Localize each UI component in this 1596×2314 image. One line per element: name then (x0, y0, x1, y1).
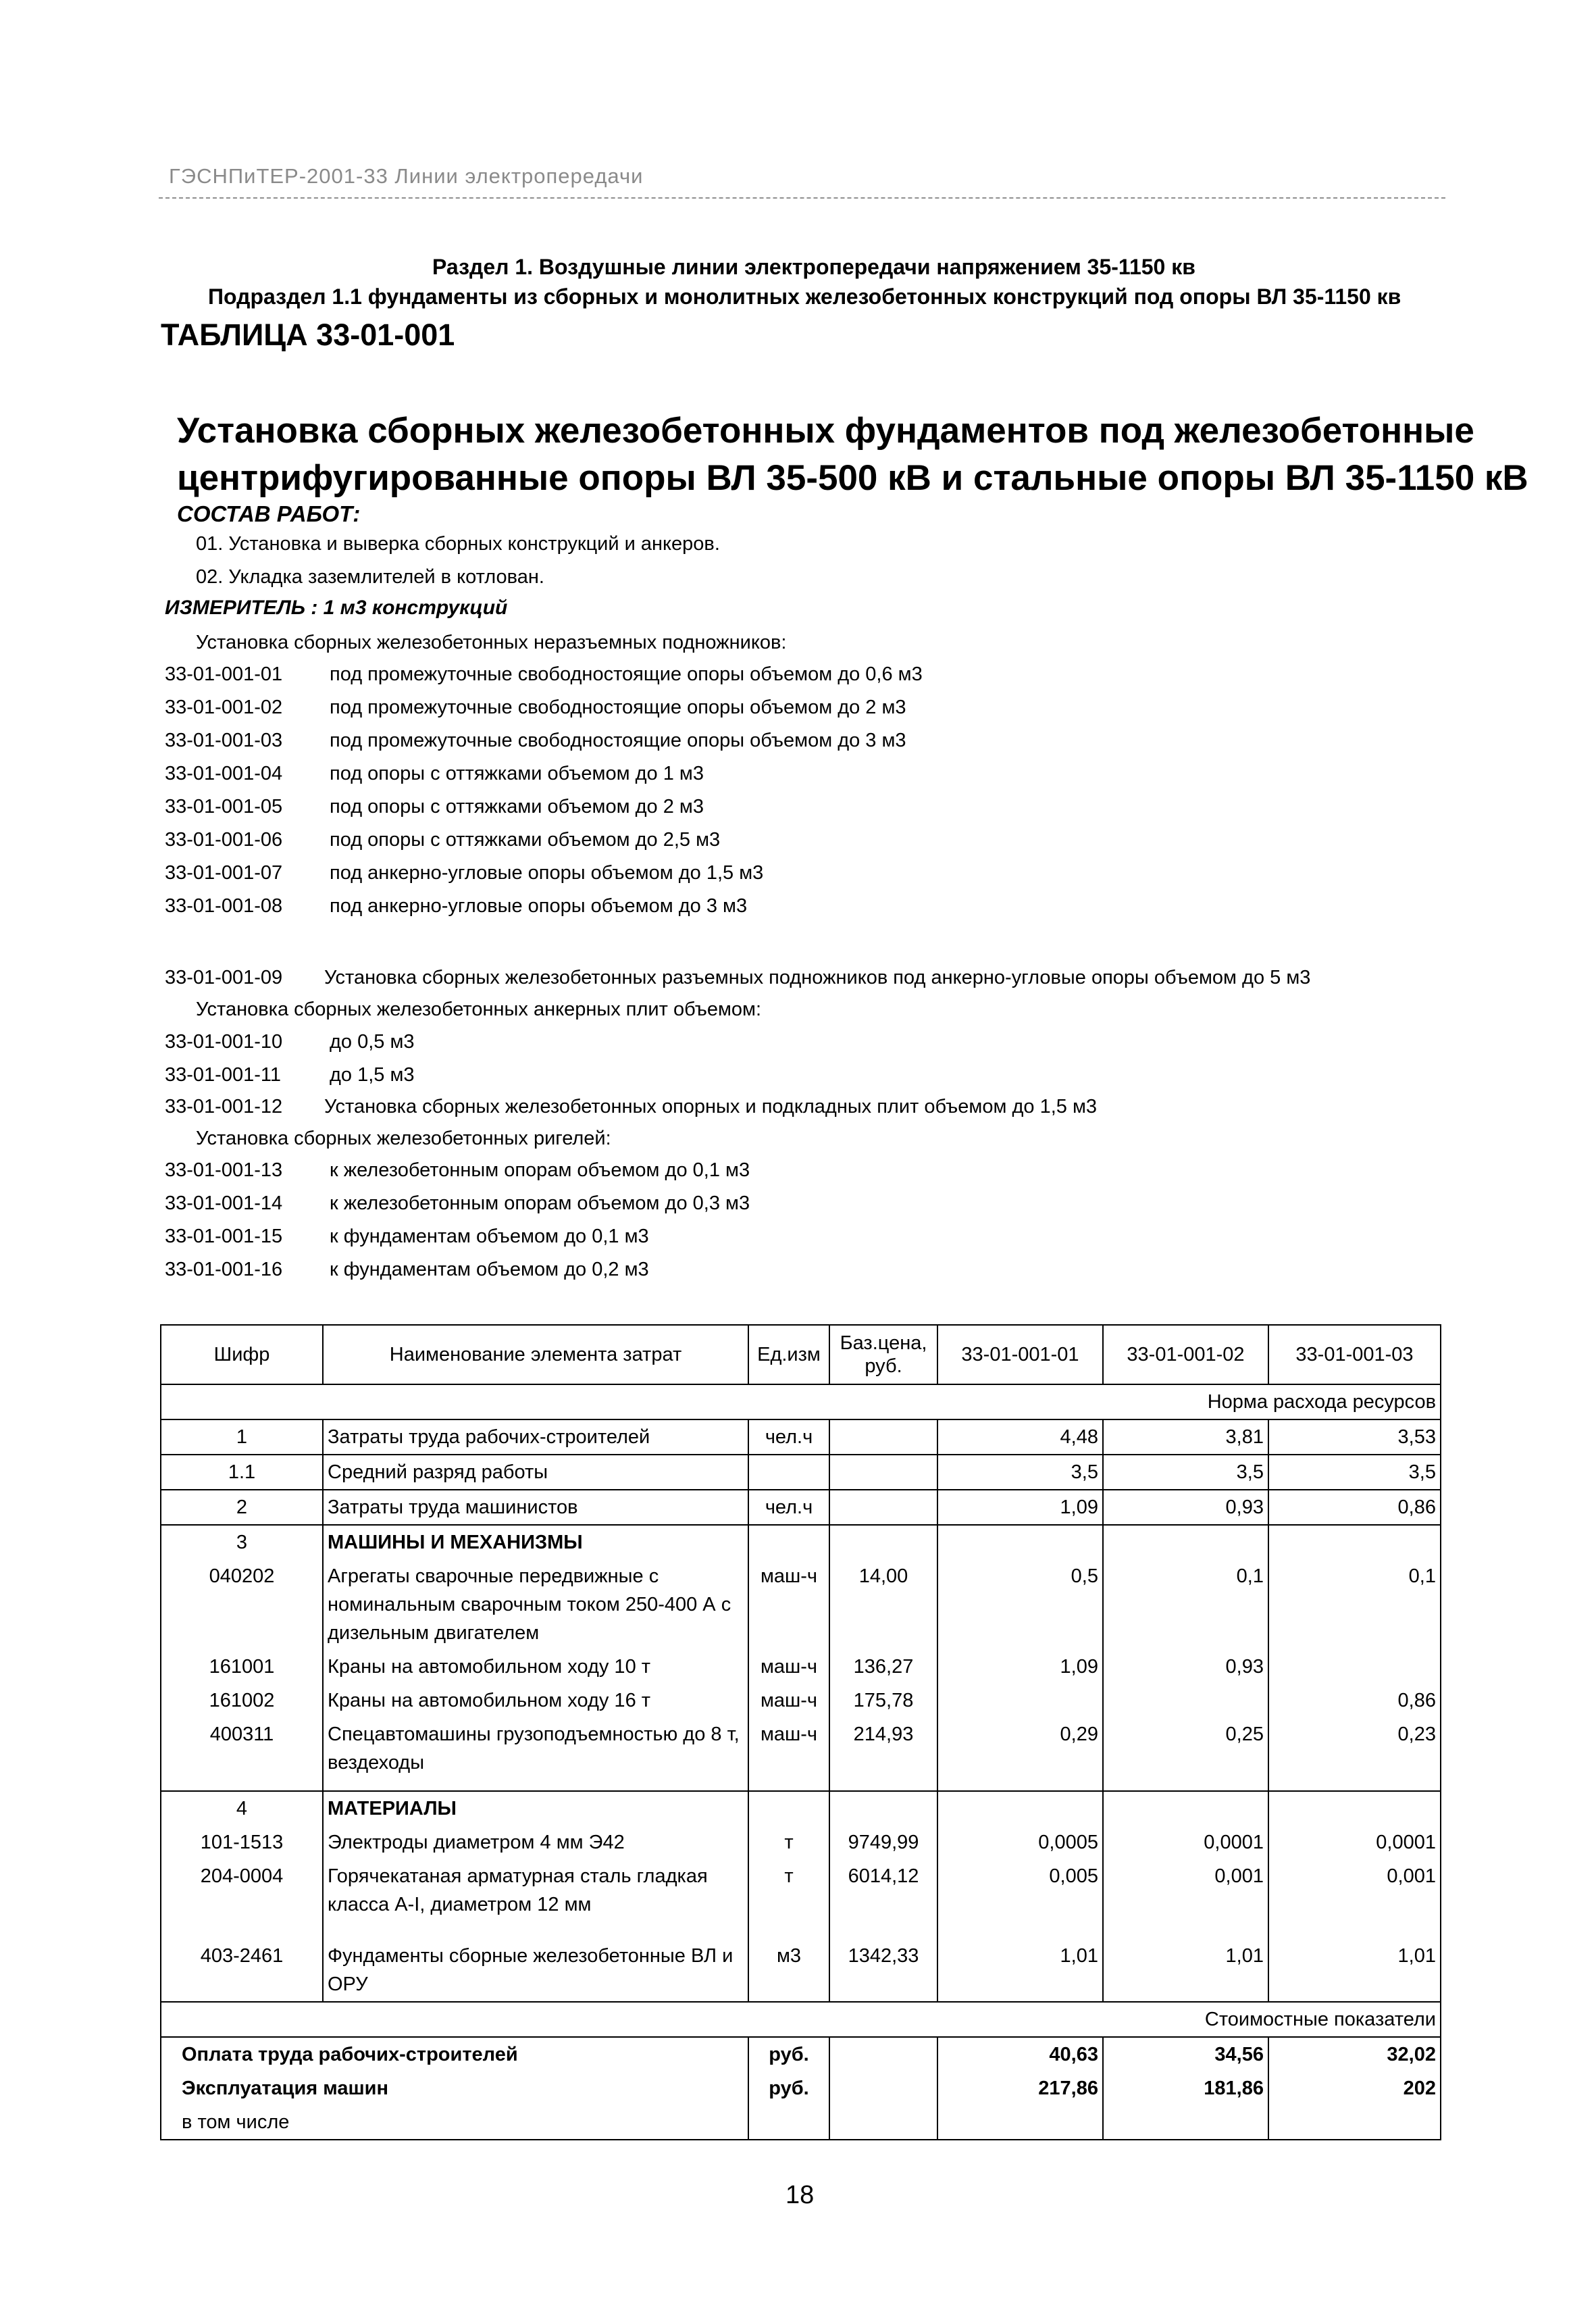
cell-v2: 0,93 (1103, 1650, 1268, 1684)
header-name: Наименование элемента затрат (323, 1325, 748, 1384)
work-item-02: 02. Укладка заземлителей в котлован. (196, 566, 544, 588)
item-text: под анкерно-угловые опоры объемом до 1,5 м3 (330, 862, 764, 884)
cell-code: 403-2461 (161, 1939, 323, 2002)
cell-v3: 1,01 (1268, 1939, 1441, 2002)
cell-code: 161002 (161, 1684, 323, 1717)
cell-v2: 1,01 (1103, 1939, 1268, 2002)
page-title-line-1: Установка сборных железобетонных фундаментов под железобетонные (177, 411, 1474, 451)
cell-price: 9749,99 (829, 1826, 937, 1859)
item-text: к железобетонным опорам объемом до 0,1 м3 (330, 1159, 750, 1181)
cost-caption-row (161, 2002, 1441, 2037)
cost-caption: Стоимостные показатели (161, 2002, 1441, 2037)
item-code: 33-01-001-13 (165, 1159, 283, 1181)
table-header-row (161, 1325, 1441, 1384)
cell-v2: 0,25 (1103, 1717, 1268, 1791)
total-unit: руб. (748, 2037, 829, 2071)
cell-code: 101-1513 (161, 1826, 323, 1859)
item-code: 33-01-001-14 (165, 1192, 283, 1214)
table-row (161, 1717, 1441, 1791)
header-code: Шифр (161, 1325, 323, 1384)
incl-v2 (1103, 2105, 1268, 2140)
running-header: ГЭСНПиТЕР-2001-33 Линии электропередачи (169, 164, 644, 188)
group-heading-2: Установка сборных железобетонных анкерных плит объемом: (196, 999, 762, 1020)
norm-caption-row (161, 1384, 1441, 1419)
cell-code: 4 (161, 1791, 323, 1826)
cell-v3: 0,23 (1268, 1717, 1441, 1791)
table-row (161, 1826, 1441, 1859)
table-row (161, 1939, 1441, 2002)
cell-name: Горячекатаная арматурная сталь гладкая класса А-I, диаметром 12 мм (323, 1859, 748, 1939)
table-row (161, 1455, 1441, 1490)
cell-code: 400311 (161, 1717, 323, 1791)
cell-v3 (1268, 1791, 1441, 1826)
cell-v1: 4,48 (937, 1419, 1103, 1455)
cell-name: Электроды диаметром 4 мм Э42 (323, 1826, 748, 1859)
cell-unit: т (748, 1826, 829, 1859)
total-v2: 181,86 (1103, 2071, 1268, 2105)
incl-v3 (1268, 2105, 1441, 2140)
cell-v3: 0,1 (1268, 1559, 1441, 1650)
table-row (161, 1859, 1441, 1939)
cell-v2 (1103, 1525, 1268, 1559)
header-divider (159, 197, 1445, 199)
cell-v1: 0,005 (937, 1859, 1103, 1939)
item-code: 33-01-001-11 (165, 1064, 281, 1086)
item-text: под промежуточные свободностоящие опоры объемом до 3 м3 (330, 730, 906, 751)
cell-name: Затраты труда рабочих-строителей (323, 1419, 748, 1455)
cell-unit (748, 1455, 829, 1490)
table-label: ТАБЛИЦА 33-01-001 (161, 318, 455, 352)
cell-v1 (937, 1791, 1103, 1826)
item-code: 33-01-001-12 (165, 1096, 283, 1117)
cell-name: Спецавтомашины грузоподъемностью до 8 т, вездеходы (323, 1717, 748, 1791)
item-text: Установка сборных железобетонных разъемных подножников под анкерно-угловые опоры объемом до 5 м3 (324, 967, 1311, 988)
cell-name: МАШИНЫ И МЕХАНИЗМЫ (323, 1525, 748, 1559)
cell-v2: 0,93 (1103, 1490, 1268, 1525)
incl-price (829, 2105, 937, 2140)
item-text: до 0,5 м3 (330, 1031, 415, 1053)
item-code: 33-01-001-03 (165, 730, 283, 751)
table-row (161, 1559, 1441, 1650)
total-price (829, 2037, 937, 2071)
cell-v1: 0,29 (937, 1717, 1103, 1791)
group-heading-1: Установка сборных железобетонных неразъемных подножников: (196, 632, 787, 653)
item-text: под анкерно-угловые опоры объемом до 3 м3 (330, 895, 748, 917)
cell-v1: 0,5 (937, 1559, 1103, 1650)
cell-v2: 3,5 (1103, 1455, 1268, 1490)
cell-unit: маш-ч (748, 1650, 829, 1684)
cell-unit: маш-ч (748, 1684, 829, 1717)
cell-v1: 1,01 (937, 1939, 1103, 2002)
cell-v1: 0,0005 (937, 1826, 1103, 1859)
total-v3: 32,02 (1268, 2037, 1441, 2071)
cell-v3 (1268, 1525, 1441, 1559)
cell-v2: 0,1 (1103, 1559, 1268, 1650)
total-price (829, 2071, 937, 2105)
cell-v1: 3,5 (937, 1455, 1103, 1490)
cell-code: 3 (161, 1525, 323, 1559)
page-title-line-2: центрифугированные опоры ВЛ 35-500 кВ и стальные опоры ВЛ 35-1150 кВ (177, 458, 1528, 498)
cell-v3: 0,001 (1268, 1859, 1441, 1939)
item-text: до 1,5 м3 (330, 1064, 415, 1086)
total-row (161, 2037, 1441, 2071)
cell-unit: чел.ч (748, 1419, 829, 1455)
cell-price: 1342,33 (829, 1939, 937, 2002)
item-text: под промежуточные свободностоящие опоры объемом до 2 м3 (330, 697, 906, 718)
cell-v3: 3,5 (1268, 1455, 1441, 1490)
cell-unit: маш-ч (748, 1559, 829, 1650)
item-code: 33-01-001-05 (165, 796, 283, 818)
cell-price (829, 1791, 937, 1826)
cell-unit (748, 1525, 829, 1559)
total-row (161, 2071, 1441, 2105)
table-row (161, 1650, 1441, 1684)
item-text: к железобетонным опорам объемом до 0,3 м3 (330, 1192, 750, 1214)
work-item-01: 01. Установка и выверка сборных конструкций и анкеров. (196, 533, 720, 555)
header-col-03: 33-01-001-03 (1268, 1325, 1441, 1384)
item-text: под промежуточные свободностоящие опоры объемом до 0,6 м3 (330, 663, 923, 685)
cell-code: 161001 (161, 1650, 323, 1684)
group-heading-3: Установка сборных железобетонных ригелей: (196, 1128, 611, 1149)
header-col-01: 33-01-001-01 (937, 1325, 1103, 1384)
section-title: Раздел 1. Воздушные линии электропередачи напряжением 35-1150 кв (432, 255, 1195, 279)
work-composition-header: СОСТАВ РАБОТ: (177, 501, 361, 526)
cell-price (829, 1455, 937, 1490)
cell-v1: 1,09 (937, 1650, 1103, 1684)
page-number: 18 (786, 2181, 815, 2209)
cell-price: 6014,12 (829, 1859, 937, 1939)
cell-name: Затраты труда машинистов (323, 1490, 748, 1525)
total-name: Оплата труда рабочих-строителей (161, 2037, 748, 2071)
cell-code: 1 (161, 1419, 323, 1455)
total-v3: 202 (1268, 2071, 1441, 2105)
table-row (161, 1490, 1441, 1525)
item-code: 33-01-001-08 (165, 895, 283, 917)
incl-v1 (937, 2105, 1103, 2140)
total-name: Эксплуатация машин (161, 2071, 748, 2105)
cell-v3: 3,53 (1268, 1419, 1441, 1455)
cell-unit: чел.ч (748, 1490, 829, 1525)
cell-v2: 0,001 (1103, 1859, 1268, 1939)
item-code: 33-01-001-02 (165, 697, 283, 718)
cell-name: Краны на автомобильном ходу 16 т (323, 1684, 748, 1717)
item-code: 33-01-001-09 (165, 967, 283, 988)
cell-name: Краны на автомобильном ходу 10 т (323, 1650, 748, 1684)
cell-price: 136,27 (829, 1650, 937, 1684)
cell-unit: т (748, 1859, 829, 1939)
total-v2: 34,56 (1103, 2037, 1268, 2071)
header-col-02: 33-01-001-02 (1103, 1325, 1268, 1384)
item-code: 33-01-001-15 (165, 1226, 283, 1247)
cell-price: 175,78 (829, 1684, 937, 1717)
table-row (161, 1419, 1441, 1455)
cell-code: 204-0004 (161, 1859, 323, 1939)
cell-price: 214,93 (829, 1717, 937, 1791)
item-code: 33-01-001-16 (165, 1259, 283, 1280)
cell-name: МАТЕРИАЛЫ (323, 1791, 748, 1826)
total-unit: руб. (748, 2071, 829, 2105)
norm-caption: Норма расхода ресурсов (161, 1384, 1441, 1419)
cell-v1 (937, 1525, 1103, 1559)
item-text: под опоры с оттяжками объемом до 2 м3 (330, 796, 704, 818)
item-code: 33-01-001-06 (165, 829, 283, 851)
cell-price (829, 1419, 937, 1455)
cell-v3: 0,86 (1268, 1684, 1441, 1717)
incl-label: в том числе (161, 2105, 748, 2140)
cell-code: 1.1 (161, 1455, 323, 1490)
cell-name: Агрегаты сварочные передвижные с номинальным сварочным током 250-400 А с дизельным двигателем (323, 1559, 748, 1650)
cell-v1: 1,09 (937, 1490, 1103, 1525)
item-code: 33-01-001-04 (165, 763, 283, 784)
incl-unit (748, 2105, 829, 2140)
cell-v3: 0,0001 (1268, 1826, 1441, 1859)
item-text: Установка сборных железобетонных опорных и подкладных плит объемом до 1,5 м3 (324, 1096, 1098, 1117)
table-row (161, 1791, 1441, 1826)
total-v1: 217,86 (937, 2071, 1103, 2105)
header-price: Баз.цена, руб. (829, 1325, 937, 1384)
cell-unit: маш-ч (748, 1717, 829, 1791)
cell-price: 14,00 (829, 1559, 937, 1650)
item-code: 33-01-001-10 (165, 1031, 283, 1053)
cell-code: 040202 (161, 1559, 323, 1650)
cell-v3: 0,86 (1268, 1490, 1441, 1525)
item-text: к фундаментам объемом до 0,1 м3 (330, 1226, 649, 1247)
cell-v3 (1268, 1650, 1441, 1684)
cell-name: Фундаменты сборные железобетонные ВЛ и ОРУ (323, 1939, 748, 2002)
cell-unit: м3 (748, 1939, 829, 2002)
cell-v2: 3,81 (1103, 1419, 1268, 1455)
item-code: 33-01-001-01 (165, 663, 283, 685)
cell-v2: 0,0001 (1103, 1826, 1268, 1859)
cell-v1 (937, 1684, 1103, 1717)
cell-v2 (1103, 1791, 1268, 1826)
cell-price (829, 1490, 937, 1525)
total-v1: 40,63 (937, 2037, 1103, 2071)
table-row (161, 1525, 1441, 1559)
item-text: к фундаментам объемом до 0,2 м3 (330, 1259, 649, 1280)
item-text: под опоры с оттяжками объемом до 2,5 м3 (330, 829, 721, 851)
table-row (161, 1684, 1441, 1717)
item-text: под опоры с оттяжками объемом до 1 м3 (330, 763, 704, 784)
subsection-title: Подраздел 1.1 фундаменты из сборных и монолитных железобетонных конструкций под опоры ВЛ 35-1150 кв (208, 284, 1401, 309)
resource-table (160, 1324, 1441, 2140)
cell-unit (748, 1791, 829, 1826)
cell-name: Средний разряд работы (323, 1455, 748, 1490)
incl-row (161, 2105, 1441, 2140)
cell-v2 (1103, 1684, 1268, 1717)
item-code: 33-01-001-07 (165, 862, 283, 884)
cell-code: 2 (161, 1490, 323, 1525)
header-unit: Ед.изм (748, 1325, 829, 1384)
measure-unit: ИЗМЕРИТЕЛЬ : 1 м3 конструкций (165, 597, 508, 619)
cell-price (829, 1525, 937, 1559)
